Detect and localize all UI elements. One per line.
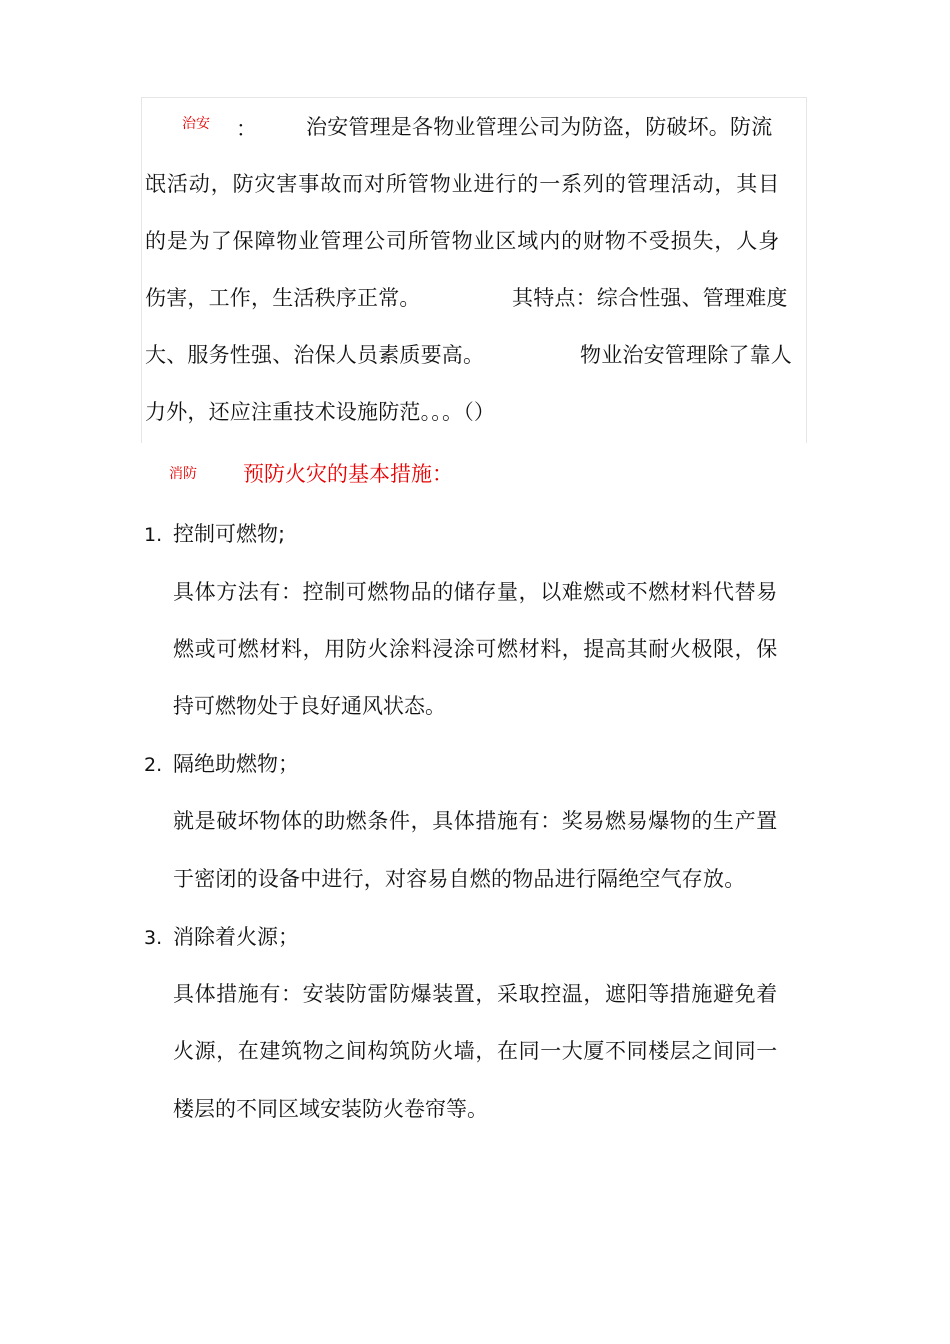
item-1-line-3: 持可燃物处于良好通风状态。 [173,694,446,718]
item-2-title: 隔绝助燃物； [173,752,299,776]
security-line-2: 氓活动，防灾害事故而对所管物业进行的一系列的管理活动，其目 [145,172,781,196]
item-2-number: 2. [144,754,163,776]
item-1-line-2: 燃或可燃材料，用防火涂料浸涂可燃材料，提高其耐火极限，保 [173,637,778,661]
security-line-6: 力外，还应注重技术设施防范。。。（） [145,400,496,424]
security-line-1: 治安管理是各物业管理公司为防盗，防破坏。防流 [306,115,773,139]
item-3-line-3: 楼层的不同区域安装防火卷帘等。 [173,1097,488,1121]
item-1-title: 控制可燃物; [173,522,286,546]
fire-tag: 消防 [169,466,197,482]
item-2-line-1: 就是破坏物体的助燃条件，具体措施有：奖易燃易爆物的生产置 [173,809,778,833]
security-line-5a: 大、服务性强、治保人员素质要高。 [145,343,485,367]
item-3-title: 消除着火源； [173,925,299,949]
item-3-line-2: 火源，在建筑物之间构筑防火墙，在同一大厦不同楼层之间同一 [173,1039,778,1063]
item-1-number: 1. [144,524,163,546]
security-line-3: 的是为了保障物业管理公司所管物业区域内的财物不受损失，人身 [145,229,781,253]
item-1-line-1: 具体方法有：控制可燃物品的储存量，以难燃或不燃材料代替易 [173,580,778,604]
security-line-5b: 物业治安管理除了靠人 [580,343,792,367]
security-section [141,97,807,443]
item-3-number: 3. [144,927,163,949]
security-tag: 治安 [182,116,210,132]
fire-heading: 预防火灾的基本措施： [243,462,453,486]
security-line-4a: 伤害，工作，生活秩序正常。 [145,286,421,310]
security-colon: ： [236,117,257,141]
item-2-line-2: 于密闭的设备中进行，对容易自燃的物品进行隔绝空气存放。 [173,867,746,891]
item-3-line-1: 具体措施有：安装防雷防爆装置，采取控温，遮阳等措施避免着 [173,982,778,1006]
security-line-4b: 其特点：综合性强、管理难度 [512,286,788,310]
